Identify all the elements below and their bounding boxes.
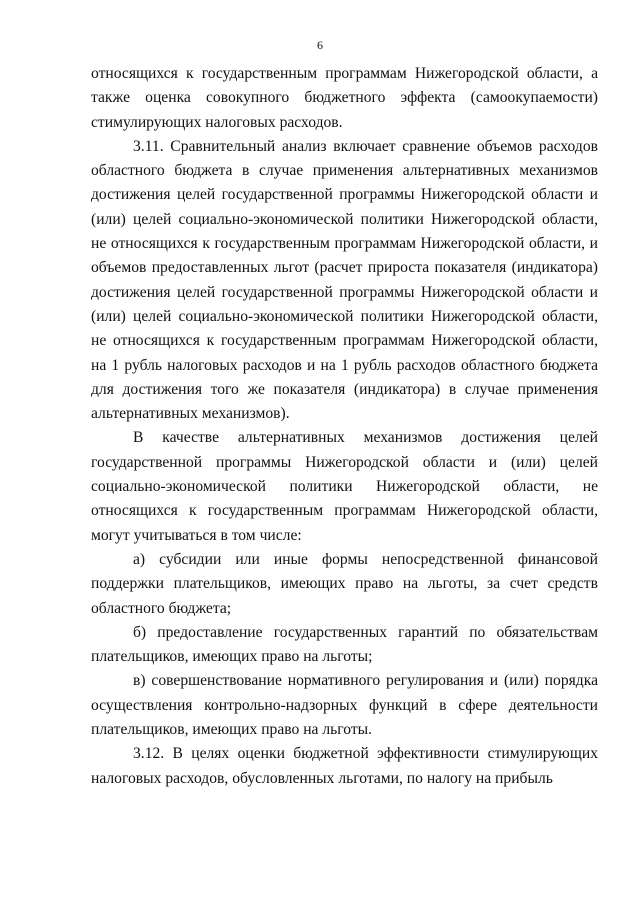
paragraph-3-11: 3.11. Сравнительный анализ включает сравнение объемов расходов областного бюджета в случае применения альтернативных механизмов достижения целей государственной программы Нижегородской области и (или) целей социально-экономической политики Нижегородской области, не относящихся к государственным программам Нижегородской области, и объемов предоставленных льгот (расчет прироста показателя (индикатора) достижения целей государственной программы Нижегородской области и (или) целей социально-экономической политики Нижегородской области, не относящихся к государственным программам Нижегородской области, на 1 рубль налоговых расходов и на 1 рубль расходов областного бюджета для достижения того же показателя (индикатора) в случае применения альтернативных механизмов). <box>91 137 598 423</box>
page-number: 6 <box>317 38 323 52</box>
list-item-a: а) субсидии или иные формы непосредственной финансовой поддержки плательщиков, имеющих право на льготы, за счет средств областного бюджета; <box>91 550 598 617</box>
document-body <box>91 62 598 791</box>
list-item-c: в) совершенствование нормативного регулирования и (или) порядка осуществления контрольно-надзорных функций в сфере деятельности плательщиков, имеющих право на льготы. <box>91 672 598 739</box>
list-item-b: б) предоставление государственных гарантий по обязательствам плательщиков, имеющих право на льготы; <box>91 623 598 666</box>
paragraph-alternative-mechanisms: В качестве альтернативных механизмов достижения целей государственной программы Нижегородской области и (или) целей социально-экономической политики Нижегородской области, не относящихся к государственным программам Нижегородской области, могут учитываться в том числе: <box>91 429 598 544</box>
paragraph-3-12: 3.12. В целях оценки бюджетной эффективности стимулирующих налоговых расходов, обусловленных льготами, по налогу на прибыль <box>91 745 598 787</box>
paragraph-continuation: относящихся к государственным программам Нижегородской области, а также оценка совокупного бюджетного эффекта (самоокупаемости) стимулирующих налоговых расходов. <box>91 65 598 131</box>
